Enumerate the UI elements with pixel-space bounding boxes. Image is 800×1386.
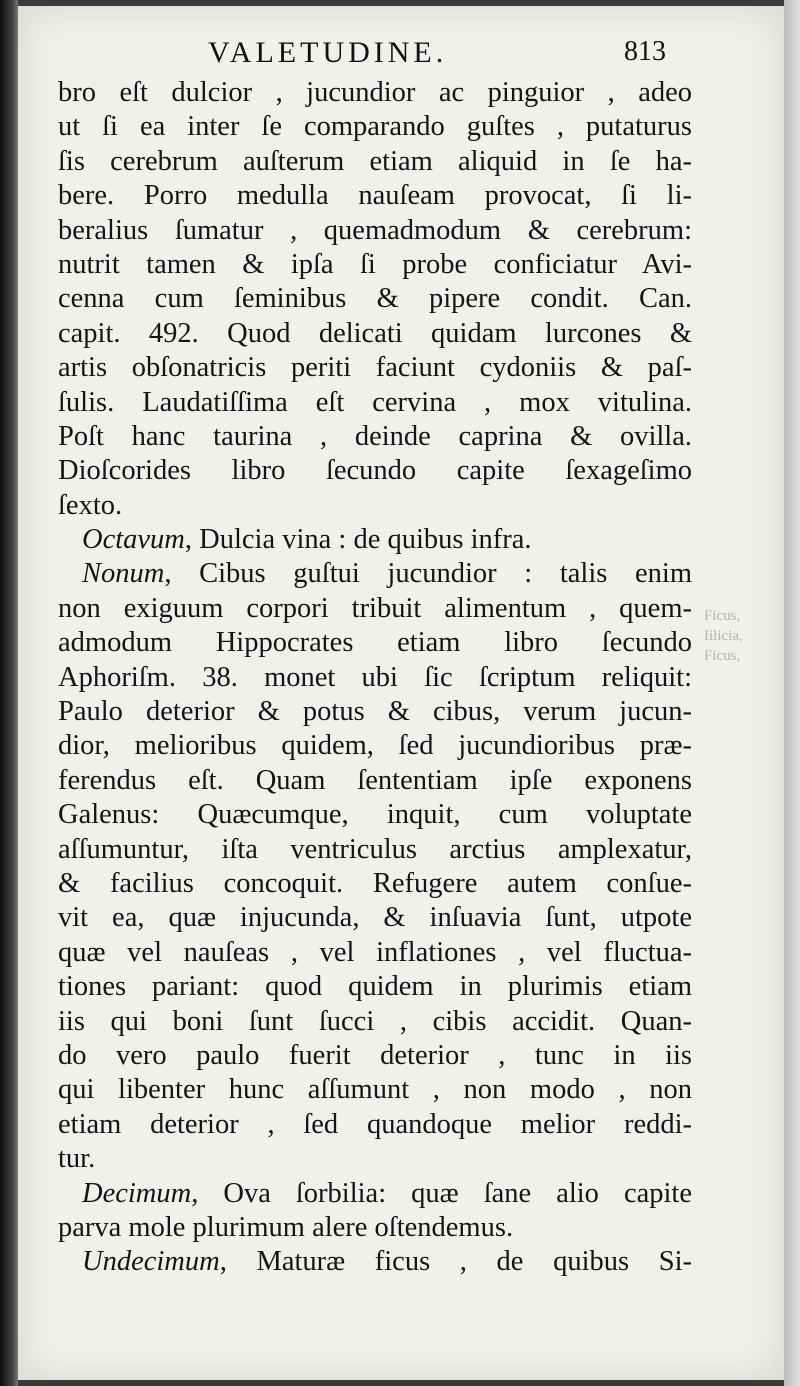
text-line: ſexto. [58, 489, 123, 521]
text-line: etiam deterior , ſed quandoque melior reddi- [58, 1108, 692, 1140]
running-title: VALETUDINE. [208, 36, 448, 69]
paragraph-decimum [58, 1177, 692, 1211]
page-header [18, 36, 784, 76]
text-line: artis obſonatricis periti faciunt cydoniis & paſ- [58, 352, 692, 384]
text-line: ſulis. Laudatiſſima eſt cervina , mox vitulina. [58, 386, 692, 418]
paragraph-octavum [58, 523, 692, 557]
text-line: capit. 492. Quod delicati quidam lurcones & [58, 317, 692, 349]
body-text [58, 76, 692, 1280]
text-line: bro eſt dulcior , jucundior ac pinguior , adeo [58, 77, 692, 108]
text-line: ut ſi ea inter ſe comparando guſtes , putaturus [58, 111, 692, 143]
text-line: iis qui boni ſunt ſucci , cibis accidit. Quan- [58, 1005, 692, 1037]
text-line: do vero paulo fuerit deterior , tunc in iis [58, 1039, 692, 1071]
paragraph-text: , Ova ſorbilia: quæ ſane alio capite [191, 1177, 692, 1209]
text-line: Aphoriſm. 38. monet ubi ſic ſcriptum reliquit: [58, 661, 692, 693]
paragraph-text: , Maturæ ficus , de quibus Si- [219, 1246, 692, 1278]
page-edge [784, 0, 800, 1386]
text-line: parva mole plurimum alere oſtendemus. [58, 1211, 514, 1243]
text-line: tiones pariant: quod quidem in plurimis etiam [58, 971, 692, 1003]
paragraph-undecimum [58, 1245, 692, 1279]
bleed-through-note: Ficus, [704, 648, 741, 664]
text-line: cenna cum ſeminibus & pipere condit. Can. [58, 283, 692, 315]
text-line: admodum Hippocrates etiam libro ſecundo [58, 627, 692, 659]
text-line: vit ea, quæ injucunda, & inſuavia ſunt, utpote [58, 902, 692, 934]
paragraph-text: , Cibus guſtui jucundior : talis enim [164, 558, 692, 590]
text-line: tur. [58, 1143, 96, 1175]
paragraph-label: Decimum [82, 1177, 192, 1209]
text-line: ſis cerebrum auſterum etiam aliquid in ſe ha- [58, 145, 692, 177]
text-line: Poſt hanc taurina , deinde caprina & ovilla. [58, 420, 692, 452]
book-page [18, 6, 784, 1380]
paragraph-nonum [58, 557, 692, 591]
text-line: quæ vel nauſeas , vel inflationes , vel fluctua- [58, 936, 692, 968]
text-line: nutrit tamen & ipſa ſi probe conficiatur Avi- [58, 248, 692, 280]
text-line: & facilius concoquit. Refugere autem conſue- [58, 867, 692, 899]
text-line: Paulo deterior & potus & cibus, verum jucun- [58, 696, 692, 728]
text-line: Galenus: Quæcumque, inquit, cum voluptate [58, 799, 692, 831]
text-line: ferendus eſt. Quam ſententiam ipſe exponens [58, 764, 692, 796]
paragraph-text: , Dulcia vina : de quibus infra. [184, 524, 532, 556]
text-line: Dioſcorides libro ſecundo capite ſexageſimo [58, 455, 692, 487]
text-line: bere. Porro medulla nauſeam provocat, ſi li- [58, 180, 692, 212]
binding-gutter [0, 0, 18, 1386]
bleed-through-note: Ficus, [704, 608, 741, 624]
bleed-through-note: Iilicia, [704, 628, 743, 644]
paragraph-label: Undecimum [82, 1246, 220, 1278]
paragraph-label: Octavum [82, 524, 185, 556]
text-line: qui libenter hunc aſſumunt , non modo , non [58, 1074, 692, 1106]
text-line: beralius ſumatur , quemadmodum & cerebrum: [58, 214, 692, 246]
text-line: dior, melioribus quidem, ſed jucundioribus præ- [58, 730, 692, 762]
text-line: aſſumuntur, iſta ventriculus arctius amplexatur, [58, 833, 692, 865]
text-line: non exiguum corpori tribuit alimentum , quem- [58, 592, 692, 624]
paragraph-label: Nonum [82, 558, 165, 590]
page-number: 813 [624, 36, 666, 67]
